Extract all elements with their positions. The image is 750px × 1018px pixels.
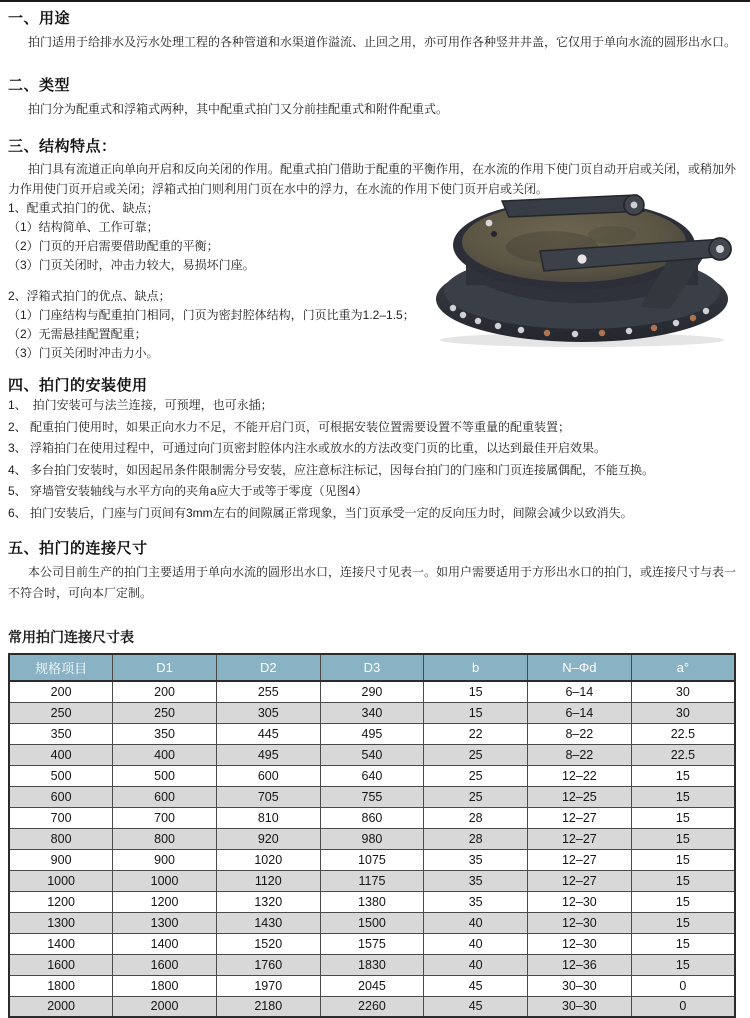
section-3-heading: 三、结构特点：	[8, 138, 117, 155]
table-cell: 500	[113, 765, 217, 786]
table-cell: 200	[9, 681, 113, 702]
table-row	[9, 849, 735, 870]
table-cell: 8–22	[528, 744, 632, 765]
table-cell: 12–36	[528, 954, 632, 975]
table-cell: 45	[424, 975, 528, 996]
table-cell: 40	[424, 912, 528, 933]
section-5-paragraph: 本公司目前生产的拍门主要适用于单向水流的圆形出水口，连接尺寸见表一。如用户需要适用于方形出水口的拍门，或连接尺寸与表一不符合时，可向本厂定制。	[8, 565, 737, 600]
table-cell: 1800	[113, 975, 217, 996]
table-cell: 860	[320, 807, 424, 828]
table-cell: 1000	[9, 870, 113, 891]
table-cell: 40	[424, 933, 528, 954]
table-row	[9, 681, 735, 702]
document-body	[8, 2, 744, 1018]
column-header: N–Φd	[528, 654, 632, 681]
dimension-table	[8, 653, 736, 1018]
table-row	[9, 912, 735, 933]
table-cell: 1500	[320, 912, 424, 933]
table-cell: 6–14	[528, 702, 632, 723]
table-cell: 1970	[216, 975, 320, 996]
table-cell: 0	[631, 996, 735, 1017]
table-cell: 1800	[9, 975, 113, 996]
section-5-heading: 五、拍门的连接尺寸	[8, 540, 148, 557]
table-cell: 25	[424, 786, 528, 807]
column-header: a°	[631, 654, 735, 681]
table-cell: 12–30	[528, 933, 632, 954]
table-cell: 15	[424, 702, 528, 723]
table-cell: 15	[631, 891, 735, 912]
column-header: b	[424, 654, 528, 681]
table-row	[9, 807, 735, 828]
table-cell: 400	[9, 744, 113, 765]
table-cell: 250	[9, 702, 113, 723]
table-cell: 500	[9, 765, 113, 786]
table-cell: 255	[216, 681, 320, 702]
table-cell: 25	[424, 744, 528, 765]
table-cell: 700	[9, 807, 113, 828]
section-3-list1-title: 1、配重式拍门的优、缺点；	[8, 201, 159, 215]
table-cell: 1300	[9, 912, 113, 933]
table-row	[9, 828, 735, 849]
table-cell: 12–27	[528, 849, 632, 870]
table-row	[9, 891, 735, 912]
table-cell: 15	[631, 870, 735, 891]
flap-valve-photo	[432, 186, 744, 350]
table-cell: 2180	[216, 996, 320, 1017]
table-cell: 1600	[113, 954, 217, 975]
section-4-items	[8, 395, 744, 524]
table-cell: 30	[631, 681, 735, 702]
table-cell: 15	[631, 912, 735, 933]
table-cell: 2000	[113, 996, 217, 1017]
table-cell: 540	[320, 744, 424, 765]
table-cell: 1175	[320, 870, 424, 891]
table-cell: 1075	[320, 849, 424, 870]
table-cell: 1380	[320, 891, 424, 912]
table-cell: 0	[631, 975, 735, 996]
table-row	[9, 765, 735, 786]
table-cell: 350	[113, 723, 217, 744]
table-cell: 700	[113, 807, 217, 828]
table-title: 常用拍门连接尺寸表	[8, 629, 134, 645]
table-row	[9, 744, 735, 765]
section-3-intro: 拍门具有流道正向单向开启和反向关闭的作用。配重式拍门借助于配重的平衡作用，在水流的作用下使门页自动开启或关闭，或稍加外力作用使门页开启或关闭；浮箱式拍门则利用门页在水中的浮力，在水流的作用下使门页开启或关闭。	[8, 162, 737, 196]
table-row	[9, 870, 735, 891]
column-header: 规格项目	[9, 654, 113, 681]
table-cell: 980	[320, 828, 424, 849]
table-cell: 755	[320, 786, 424, 807]
table-cell: 30–30	[528, 975, 632, 996]
table-cell: 12–27	[528, 870, 632, 891]
list-item: （2）门页的开启需要借助配重的平衡；	[8, 239, 219, 253]
table-cell: 900	[9, 849, 113, 870]
list-item: （1）门座结构与配重拍门相同，门页为密封腔体结构，门页比重为1.2–1.5；	[8, 308, 415, 322]
table-cell: 15	[631, 786, 735, 807]
table-cell: 920	[216, 828, 320, 849]
table-cell: 15	[631, 933, 735, 954]
list-item: 1、 拍门安装可与法兰连接，可预埋，也可永插；	[8, 398, 273, 412]
table-cell: 305	[216, 702, 320, 723]
table-cell: 15	[631, 849, 735, 870]
table-cell: 600	[113, 786, 217, 807]
table-cell: 40	[424, 954, 528, 975]
table-cell: 22	[424, 723, 528, 744]
table-cell: 705	[216, 786, 320, 807]
table-cell: 15	[631, 807, 735, 828]
table-header-row	[9, 654, 735, 681]
table-cell: 1120	[216, 870, 320, 891]
table-cell: 900	[113, 849, 217, 870]
section-2-paragraph: 拍门分为配重式和浮箱式两种，其中配重式拍门又分前挂配重式和附件配重式。	[28, 102, 449, 116]
table-cell: 1430	[216, 912, 320, 933]
table-cell: 1200	[113, 891, 217, 912]
table-cell: 1830	[320, 954, 424, 975]
table-cell: 250	[113, 702, 217, 723]
table-cell: 290	[320, 681, 424, 702]
table-cell: 15	[631, 954, 735, 975]
table-cell: 30–30	[528, 996, 632, 1017]
table-cell: 340	[320, 702, 424, 723]
table-cell: 6–14	[528, 681, 632, 702]
table-cell: 12–25	[528, 786, 632, 807]
section-3-list2-title: 2、浮箱式拍门的优点、缺点；	[8, 289, 171, 303]
table-cell: 495	[320, 723, 424, 744]
list-item: （2）无需悬挂配置配重；	[8, 327, 147, 341]
list-item: 5、 穿墙管安装轴线与水平方向的夹角a应大于或等于零度（见图4）	[8, 484, 368, 498]
table-row	[9, 702, 735, 723]
table-cell: 22.5	[631, 744, 735, 765]
table-cell: 8–22	[528, 723, 632, 744]
list-item: 2、 配重拍门使用时，如果正向水力不足，不能开启门页，可根据安装位置需要设置不等重量的配重装置；	[8, 419, 571, 434]
table-cell: 1760	[216, 954, 320, 975]
table-cell: 28	[424, 807, 528, 828]
list-item: （3）门页关闭时冲击力小。	[8, 346, 159, 360]
table-cell: 1400	[9, 933, 113, 954]
table-cell: 1520	[216, 933, 320, 954]
section-1-paragraph: 拍门适用于给排水及污水处理工程的各种管道和水渠道作溢流、止回之用，亦可用作各种竖井井盖，它仅用于单向水流的圆形出水口。	[28, 35, 737, 49]
table-cell: 1300	[113, 912, 217, 933]
table-row	[9, 786, 735, 807]
column-header: D1	[113, 654, 217, 681]
section-1-heading: 一、用途	[8, 10, 71, 27]
list-item: （3）门页关闭时，冲击力较大，易损坏门座。	[8, 258, 255, 272]
table-cell: 1000	[113, 870, 217, 891]
column-header: D2	[216, 654, 320, 681]
list-item: 6、 拍门安装后，门座与门页间有3mm左右的间隙属正常现象，当门页承受一定的反向压力时，间隙会减少以致消失。	[8, 505, 633, 520]
table-cell: 25	[424, 765, 528, 786]
table-cell: 2000	[9, 996, 113, 1017]
table-row	[9, 933, 735, 954]
table-cell: 495	[216, 744, 320, 765]
table-cell: 15	[424, 681, 528, 702]
table-cell: 350	[9, 723, 113, 744]
table-body	[9, 681, 735, 1017]
table-cell: 15	[631, 765, 735, 786]
list-item: 4、 多台拍门安装时，如因起吊条件限制需分号安装，应注意标注标记，因每台拍门的门座和门页连接属偶配，不能互换。	[8, 462, 655, 477]
table-cell: 1020	[216, 849, 320, 870]
table-cell: 1320	[216, 891, 320, 912]
column-header: D3	[320, 654, 424, 681]
section-4-heading: 四、拍门的安装使用	[8, 377, 148, 394]
table-cell: 1600	[9, 954, 113, 975]
table-cell: 45	[424, 996, 528, 1017]
table-cell: 1200	[9, 891, 113, 912]
table-cell: 35	[424, 870, 528, 891]
section-2-heading: 二、类型	[8, 77, 71, 94]
table-cell: 15	[631, 828, 735, 849]
table-cell: 22.5	[631, 723, 735, 744]
table-cell: 28	[424, 828, 528, 849]
table-cell: 12–30	[528, 912, 632, 933]
table-row	[9, 723, 735, 744]
table-cell: 1400	[113, 933, 217, 954]
table-cell: 12–30	[528, 891, 632, 912]
table-cell: 400	[113, 744, 217, 765]
list-item: 3、 浮箱拍门在使用过程中，可通过向门页密封腔体内注水或放水的方法改变门页的比重，以达到最佳开启效果。	[8, 441, 607, 455]
table-row	[9, 996, 735, 1017]
table-row	[9, 975, 735, 996]
table-row	[9, 954, 735, 975]
table-cell: 12–27	[528, 807, 632, 828]
table-cell: 200	[113, 681, 217, 702]
table-cell: 35	[424, 849, 528, 870]
table-cell: 640	[320, 765, 424, 786]
table-cell: 810	[216, 807, 320, 828]
table-cell: 600	[9, 786, 113, 807]
table-cell: 800	[113, 828, 217, 849]
table-cell: 12–22	[528, 765, 632, 786]
table-cell: 12–27	[528, 828, 632, 849]
table-cell: 35	[424, 891, 528, 912]
table-cell: 445	[216, 723, 320, 744]
table-cell: 2045	[320, 975, 424, 996]
table-cell: 2260	[320, 996, 424, 1017]
table-cell: 600	[216, 765, 320, 786]
list-item: （1）结构简单、工作可靠；	[8, 220, 159, 234]
table-cell: 30	[631, 702, 735, 723]
table-cell: 800	[9, 828, 113, 849]
table-cell: 1575	[320, 933, 424, 954]
